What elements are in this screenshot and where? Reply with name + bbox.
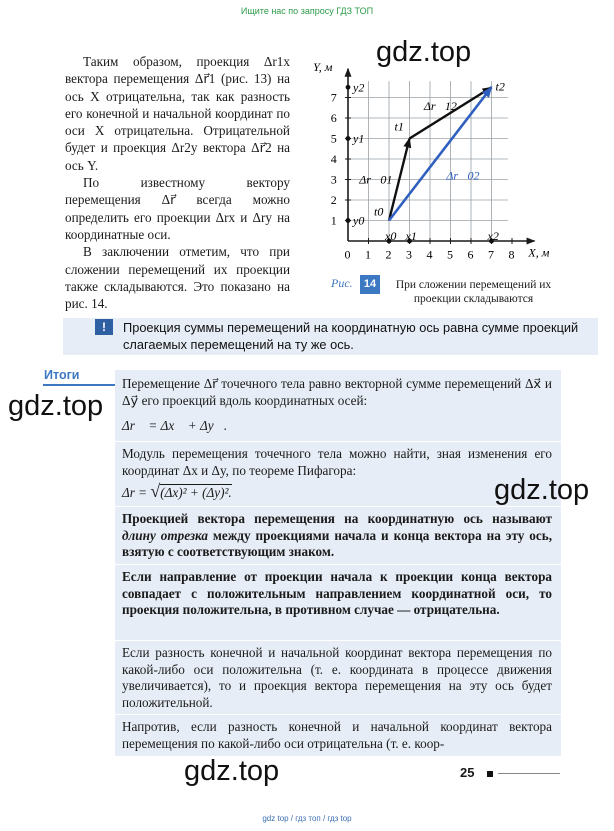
- x-projection-label: x1: [405, 229, 417, 244]
- page-marker-line: [498, 773, 560, 774]
- point-labels: [352, 79, 505, 243]
- header-note: Ищите нас по запросу ГДЗ ТОП: [240, 6, 374, 16]
- summary-separator: [115, 441, 561, 442]
- summary-separator: [115, 714, 561, 715]
- x-tick-label: 6: [467, 247, 474, 262]
- x-tick-label: 3: [406, 247, 412, 262]
- summary-title-underline: [43, 384, 115, 386]
- x-projection-label: x2: [487, 229, 499, 244]
- left-text: [65, 53, 290, 312]
- summary-separator: [115, 564, 561, 565]
- summary-p3-end: между проекциями начала и конца вектора на эту ось, взятую с соответствующим знаком.: [122, 527, 552, 560]
- vectors: [346, 85, 494, 244]
- vector-label-12: Δr⃗12: [423, 98, 457, 113]
- summary-p4: Если направление от проекции начала к проекции конца вектора совпадает с положительным направлением координатной оси, то проекция положительна, в противном случае — отрицательна.: [122, 569, 552, 618]
- x-tick-label: 8: [508, 247, 515, 262]
- formula-2-lhs: Δr =: [122, 485, 148, 500]
- figure-14-graph: [300, 60, 565, 275]
- caption-text: При сложении перемещений их проекции складываются: [395, 279, 552, 305]
- x-tick-label: 4: [426, 247, 433, 262]
- y-tick-label: 6: [330, 111, 337, 125]
- summary-p6: Напротив, если разность конечной и начальной координат вектора перемещения по какой-либо оси отрицательна (т. е. коор-: [122, 719, 552, 751]
- left-paragraph-2: По известному вектору перемещения Δr⃗ всегда можно определить его проекции Δrx и Δry на координатные оси.: [65, 175, 290, 242]
- y-tick-label: 4: [330, 152, 337, 166]
- watermark: gdz.top: [184, 755, 280, 787]
- x-axis-label: X, м: [528, 245, 550, 260]
- footer-note: gdz top / гдз топ / гдз top: [262, 814, 352, 823]
- y-projection-label: y0: [353, 213, 365, 228]
- summary-p1: Перемещение Δr⃗ точечного тела равно векторной сумме перемещений Δx⃗ и Δy⃗ его проекций вдоль координатных осей:: [122, 376, 552, 408]
- summary-p3-start: Проекцией вектора перемещения на координатную ось называют: [122, 511, 552, 526]
- sqrt-sign: √: [150, 481, 161, 501]
- summary-formula-2: [122, 483, 552, 502]
- y-tick-label: 1: [330, 213, 337, 228]
- point-label-t2: t2: [495, 79, 505, 94]
- vector-label-02: Δr⃗02: [446, 168, 480, 183]
- y-tick-label: 5: [330, 131, 337, 146]
- left-paragraph-1: Таким образом, проекция Δr1x вектора перемещения Δr⃗1 (рис. 13) на ось X отрицательна, так как разность его конечной и начальной координат по оси X отрицательна. Отрицательной будет и проекция Δr2y вектора Δr⃗2 на ось Y.: [65, 54, 290, 173]
- caption-ris: Рис.: [331, 276, 353, 290]
- y-tick-label: 3: [330, 172, 337, 187]
- y-projection-dot: [346, 218, 351, 223]
- exclamation-icon: !: [95, 319, 113, 335]
- summary-p3: [122, 511, 552, 561]
- summary-p3-emphasis: длину отрезка: [122, 527, 208, 543]
- formula-2-rhs: (Δx)² + (Δy)².: [160, 485, 232, 500]
- y-projection-label: y1: [353, 131, 365, 146]
- summary-formula-1: Δr⃗ = Δx⃗ + Δy⃗.: [122, 418, 228, 433]
- page-number: 25: [460, 765, 475, 780]
- summary-title: Итоги: [44, 368, 80, 382]
- note-text: Проекция суммы перемещений на координатную ось равна сумме проекций слагаемых перемещений на ту же ось.: [123, 320, 579, 352]
- summary-p5: Если разность конечной и начальной координат вектора перемещения по какой-либо оси положительна (т. е. координата в процессе движения увеличивается), то и проекция вектора перемещения на эту ось будет положительной.: [122, 645, 552, 710]
- left-paragraph-3: В заключении отметим, что при сложении перемещений их проекции также складываются. Это показано на рис. 14.: [65, 244, 290, 312]
- x-tick-label: 2: [385, 247, 392, 262]
- y-tick-label: 7: [330, 90, 337, 105]
- x-tick-label: 5: [447, 247, 453, 262]
- x-tick-label: 0: [344, 247, 351, 262]
- y-projection-dot: [346, 85, 351, 90]
- x-tick-label: 1: [365, 247, 371, 262]
- y-axis-label: Y, м: [313, 60, 333, 74]
- summary-p2: Модуль перемещения точечного тела можно найти, зная изменения его координат Δx и Δy, по теореме Пифагора:: [122, 446, 552, 478]
- y-projection-label: y2: [353, 80, 365, 95]
- caption-number: 14: [360, 275, 380, 294]
- y-tick-label: 2: [330, 193, 337, 207]
- point-label-t0: t0: [374, 204, 384, 219]
- point-label-t1: t1: [394, 119, 404, 134]
- watermark: gdz.top: [376, 36, 472, 68]
- y-projection-dot: [346, 136, 351, 141]
- axes: [313, 60, 550, 262]
- x-projection-label: x0: [385, 229, 397, 244]
- summary-separator: [115, 640, 561, 641]
- watermark: gdz.top: [8, 390, 104, 422]
- vector-label-01: Δr⃗01: [359, 172, 393, 187]
- watermark: gdz.top: [494, 474, 590, 506]
- page-marker-square: [487, 771, 493, 777]
- x-tick-label: 7: [488, 247, 494, 262]
